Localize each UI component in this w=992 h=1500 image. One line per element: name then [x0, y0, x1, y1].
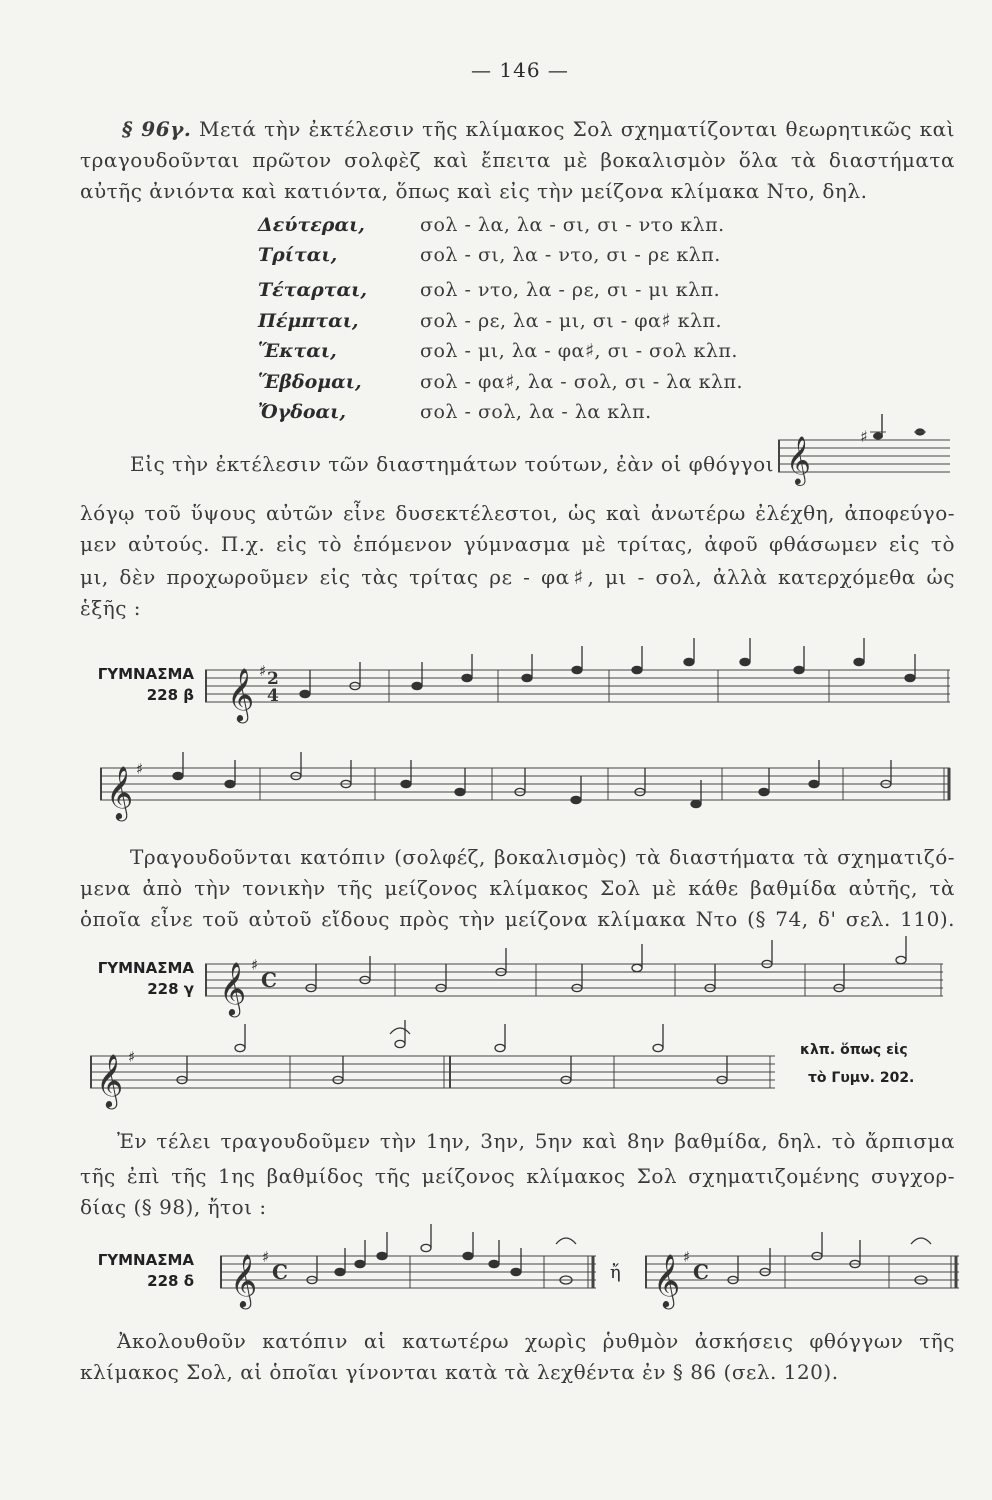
para5-line: κλίμακος Σολ, αἱ ὁποῖαι γίνονται κατὰ τὰ λεχθέντα ἐν § 86 (σελ. 120). [80, 1360, 839, 1384]
para4-line: τῆς ἐπὶ τῆς 1ης βαθμίδος τῆς μείζονος κλίμακος Σολ σχηματιζομένης συγχορ- [80, 1164, 955, 1188]
svg-text:𝄞: 𝄞 [653, 1253, 681, 1307]
para4-cont [80, 1161, 955, 1223]
para5-line: Ἀκολουθοῦν κατόπιν αἱ κατωτέρω χωρὶς ῥυθμὸν ἀσκήσεις φθόγγων τῆς [117, 1329, 955, 1353]
svg-text:♯: ♯ [128, 1048, 136, 1066]
interval-name: Ὄγδοαι, [258, 401, 346, 423]
interval-value: σολ - μι, λα - φα♯, σι - σολ κλπ. [420, 340, 738, 362]
para3 [80, 842, 955, 873]
staff-228b-line1 [205, 650, 955, 730]
section-line-1: § 96γ. Μετά τὴν ἐκτέλεσιν τῆς κλίμακος Σολ σχηματίζονται θεωρητικῶς καὶ [122, 117, 956, 141]
exercise-228g-label: ΓΥΜΝΑΣΜΑ 228 γ [97, 959, 194, 998]
para2-line: μεν αὐτούς. Π.χ. εἰς τὸ ἑπόμενον γύμνασμα μὲ τρίτας, ἀφοῦ φθάσωμεν εἰς τὸ [80, 532, 955, 556]
para2-line: μι, δὲν προχωροῦμεν εἰς τὰς τρίτας ρε - φα♯, μι - σολ, ἀλλὰ κατερχόμεθα ὡς [80, 565, 955, 589]
staff-228d-a [220, 1236, 600, 1316]
interval-value: σολ - σι, λα - ντο, σι - ρε κλπ. [420, 244, 721, 266]
svg-text:C: C [272, 1260, 288, 1284]
section-label: § 96γ. [122, 117, 192, 141]
inline-staff-high-notes [778, 427, 954, 490]
section-line-2: τραγουδοῦνται πρῶτον σολφὲζ καὶ ἔπειτα μὲ βοκαλισμὸν ὅλα τὰ διαστήματα [80, 148, 955, 172]
interval-value: σολ - σολ, λα - λα κλπ. [420, 401, 652, 423]
svg-text:♯: ♯ [262, 1248, 270, 1266]
para3-line: Τραγουδοῦνται κατόπιν (σολφέζ, βοκαλισμὸς) τὰ διαστήματα τὰ σχηματιζό- [130, 845, 955, 869]
para3-cont [80, 873, 955, 935]
svg-text:♯: ♯ [259, 662, 267, 680]
staff-228g-line2 [90, 1036, 780, 1116]
para4-line: Ἐν τέλει τραγουδοῦμεν τὴν 1ην, 3ην, 5ην καὶ 8ην βαθμίδα, δηλ. τὸ ἄρπισμα [117, 1129, 955, 1153]
continuation-note-line2: τὸ Γυμν. 202. [808, 1070, 915, 1086]
svg-text:♯: ♯ [683, 1248, 691, 1266]
exercise-228d-label: ΓΥΜΝΑΣΜΑ 228 δ [97, 1251, 194, 1290]
svg-text:C: C [693, 1260, 709, 1284]
interval-value: σολ - λα, λα - σι, σι - ντο κλπ. [420, 214, 725, 236]
para2 [80, 498, 955, 624]
interval-name: Τρίται, [258, 244, 338, 266]
svg-text:𝄞: 𝄞 [786, 435, 811, 484]
exercise-228b-label: ΓΥΜΝΑΣΜΑ 228 β [97, 665, 194, 704]
svg-text:2: 2 [267, 669, 279, 689]
para3-line: ὁποῖα εἶνε τοῦ αὐτοῦ εἴδους πρὸς τὴν μείζονα κλίμακα Ντο (§ 74, δ' σελ. 110). [80, 907, 955, 931]
interval-name: Ἕκται, [258, 340, 337, 362]
para2-line1: Εἰς τὴν ἐκτέλεσιν τῶν διαστημάτων τούτων, ἐὰν οἱ φθόγγοι [130, 452, 775, 476]
interval-name: Δεύτεραι, [258, 214, 365, 236]
para5-cont [80, 1357, 955, 1388]
staff-228d-b [645, 1236, 965, 1316]
svg-text:𝄞: 𝄞 [227, 667, 255, 721]
svg-text:♯: ♯ [860, 427, 868, 446]
continuation-note-line1: κλπ. ὅπως εἰς [800, 1042, 908, 1058]
svg-text:♯: ♯ [136, 760, 144, 778]
svg-text:𝄞: 𝄞 [106, 765, 134, 819]
section-paragraph [80, 114, 955, 207]
interval-value: σολ - φα♯, λα - σολ, σι - λα κλπ. [420, 371, 744, 393]
para2-line: ἑξῆς : [80, 596, 142, 620]
page-number: — 146 — [471, 58, 569, 82]
para4-line: δίας (§ 98), ἤτοι : [80, 1195, 267, 1219]
interval-name: Τέταρται, [258, 279, 367, 301]
section-line-3: αὐτῆς ἀνιόντα καὶ κατιόντα, ὅπως καὶ εἰς τὴν μείζονα κλίμακα Ντο, δηλ. [80, 179, 868, 203]
staff-228g-line1 [205, 944, 950, 1024]
svg-text:♯: ♯ [251, 956, 259, 974]
interval-value: σολ - ντο, λα - ρε, σι - μι κλπ. [420, 279, 721, 301]
para2-line: λόγῳ τοῦ ὕψους αὐτῶν εἶνε δυσεκτέλεστοι, ὡς καὶ ἀνωτέρω ἐλέχθη, ἀποφεύγο- [80, 501, 955, 525]
para4 [80, 1126, 955, 1157]
svg-text:𝄞: 𝄞 [230, 1253, 258, 1307]
para5 [80, 1326, 955, 1357]
svg-text:𝄞: 𝄞 [219, 961, 247, 1015]
staff-228b-line2 [100, 748, 960, 828]
svg-text:C: C [261, 968, 277, 992]
para3-line: μενα ἀπὸ τὴν τονικὴν τῆς μείζονος κλίμακος Σολ μὲ κάθε βαθμίδα αὐτῆς, τὰ [80, 876, 955, 900]
interval-name: Ἕβδομαι, [258, 371, 362, 393]
svg-text:4: 4 [267, 686, 279, 706]
interval-value: σολ - ρε, λα - μι, σι - φα♯ κλπ. [420, 310, 723, 332]
svg-text:𝄞: 𝄞 [96, 1053, 124, 1107]
interval-name: Πέμπται, [258, 310, 359, 332]
or-word: ἤ [610, 1262, 621, 1283]
